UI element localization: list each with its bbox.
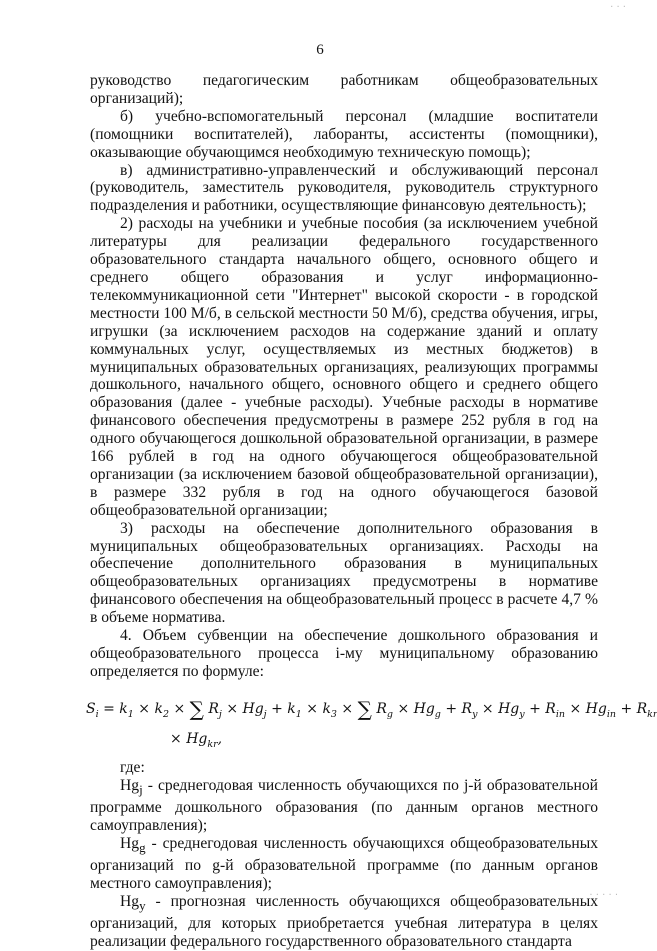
- sum-symbol: ∑: [189, 696, 204, 721]
- paragraph-support-staff: б) учебно-вспомогательный персонал (младшие воспитатели (помощники воспитателей), лаборанты, ассистенты (помощники), оказывающие обучающимся необходимую техническую помощь);: [90, 107, 598, 161]
- scan-mark-bottom: · · · · ·: [589, 890, 618, 901]
- paragraph-subvention-volume: 4. Объем субвенции на обеспечение дошкольного образования и общеобразовательного процесса i-му муниципальному образованию определяется по формуле:: [90, 627, 598, 680]
- definition-hg-g: $Hg_g$ - среднегодовая численность обучающихся общеобразовательных организаций по g-й образовательной программе (по данным органов местного самоуправления);: [90, 835, 598, 893]
- definition-hg-j: $Hg_j$ - среднегодовая численность обучающихся по j-й образовательной программе дошкольного образования (по данным органов местного самоуправления);: [90, 777, 598, 835]
- subvention-formula: [86, 696, 657, 754]
- sum-symbol: ∑: [357, 696, 372, 721]
- paragraph-continuation: руководство педагогическим работникам общеобразовательных организаций);: [90, 72, 598, 107]
- paragraph-admin-staff: в) административно-управленческий и обслуживающий персонал (руководитель, заместитель руководителя, руководитель структурного подразделения и работники, осуществляющие финансовую деятельность);: [90, 161, 598, 215]
- paragraph-educational-expenses: 2) расходы на учебники и учебные пособия (за исключением учебной литературы для реализации федерального государственного образовательного стандарта начального общего, основного общего и среднего общего образования и услуг информационно-телекоммуникационной сети "Интернет" высокой скорости - в городской местности 100 М/б, в сельской местности 50 М/б), средства обучения, игры, игрушки (за исключением расходов на содержание зданий и оплату коммунальных услуг, осуществляемых из местных бюджетов) в муниципальных образовательных организациях, реализующих программы дошкольного, начального общего, основного общего и среднего общего образования (далее - учебные расходы). Учебные расходы в нормативе финансового обеспечения предусмотрены в размере 252 рубля в год на одного обучающегося дошкольной образовательной организации, в размере 166 рублей в год на одного обучающегося общеобразовательной организации (за исключением базовой общеобразовательной организации), в размере 332 рубля в год на одного обучающегося базовой общеобразовательной организации;: [90, 215, 598, 519]
- page-number: 6: [316, 42, 324, 58]
- where-label: где:: [120, 759, 145, 777]
- formula-line-1: $S_i = k_1 \times k_2$ × ∑ $R_j \times Hg_j + k_1 \times k_3$ × ∑ $R_g \times Hg_g + R_y \times Hg_y + R_{in} \times Hg_{in} + R_{kr}$: [86, 696, 657, 721]
- paragraph-additional-education: 3) расходы на обеспечение дополнительного образования в муниципальных общеобразовательных организациях. Расходы на обеспечение дополнительного образования в муниципальных общеобразовательных организациях предусмотрены в нормативе финансового обеспечения на общеобразовательный процесс в расчете 4,7 % в объеме норматива.: [90, 519, 598, 627]
- scan-mark-top: · · ·: [610, 2, 626, 13]
- definition-hg-y: $Hg_y$ - прогнозная численность обучающихся общеобразовательных организаций, для которых приобретается учебная литература в целях реализации федерального государственного образовательного стандарта: [90, 892, 598, 950]
- document-body: [86, 72, 657, 951]
- formula-line-2: × $Hg_{kr}$,: [170, 730, 223, 750]
